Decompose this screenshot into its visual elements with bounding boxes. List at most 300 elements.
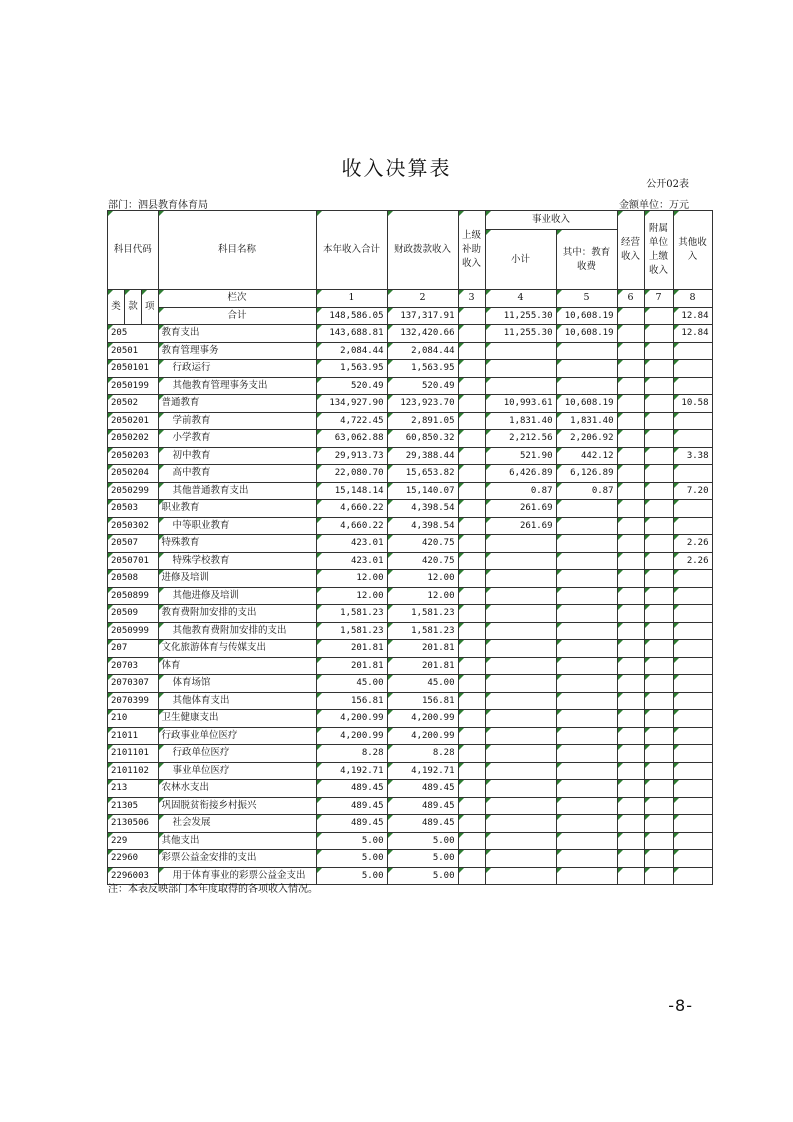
row-edu-fee: 442.12 bbox=[556, 447, 617, 465]
row-operating bbox=[617, 675, 644, 693]
table-row bbox=[108, 657, 713, 675]
row-edu-fee bbox=[556, 710, 617, 728]
row-name: 其他教育费附加安排的支出 bbox=[158, 622, 316, 640]
row-superior bbox=[458, 745, 485, 763]
col-num: 4 bbox=[485, 290, 556, 308]
row-other bbox=[673, 727, 712, 745]
row-total: 4,200.99 bbox=[316, 710, 387, 728]
row-name: 行政单位医疗 bbox=[158, 745, 316, 763]
header-subtotal: 小计 bbox=[485, 230, 556, 290]
row-code: 2050203 bbox=[108, 447, 159, 465]
row-edu-fee bbox=[556, 850, 617, 868]
page-title: 收入决算表 bbox=[341, 156, 452, 180]
row-affiliated bbox=[644, 710, 673, 728]
row-code: 205 bbox=[108, 325, 159, 343]
row-subtotal bbox=[485, 570, 556, 588]
row-fiscal: 132,420.66 bbox=[387, 325, 458, 343]
row-fiscal: 2,084.44 bbox=[387, 342, 458, 360]
row-affiliated bbox=[644, 850, 673, 868]
total-subtotal: 11,255.30 bbox=[485, 307, 556, 325]
row-affiliated bbox=[644, 342, 673, 360]
row-fiscal: 15,140.07 bbox=[387, 482, 458, 500]
row-superior bbox=[458, 797, 485, 815]
row-total: 4,200.99 bbox=[316, 727, 387, 745]
row-superior bbox=[458, 535, 485, 553]
row-total: 63,062.88 bbox=[316, 430, 387, 448]
row-name: 彩票公益金安排的支出 bbox=[158, 850, 316, 868]
row-fiscal: 4,200.99 bbox=[387, 710, 458, 728]
row-subtotal: 10,993.61 bbox=[485, 395, 556, 413]
row-name: 卫生健康支出 bbox=[158, 710, 316, 728]
row-fiscal: 8.28 bbox=[387, 745, 458, 763]
row-superior bbox=[458, 640, 485, 658]
row-name: 初中教育 bbox=[158, 447, 316, 465]
row-code: 2130506 bbox=[108, 815, 159, 833]
row-superior bbox=[458, 605, 485, 623]
row-operating bbox=[617, 780, 644, 798]
row-name: 其他支出 bbox=[158, 832, 316, 850]
row-total: 489.45 bbox=[316, 815, 387, 833]
form-code: 公开02表 bbox=[646, 179, 689, 190]
row-total: 2,084.44 bbox=[316, 342, 387, 360]
row-total: 156.81 bbox=[316, 692, 387, 710]
row-superior bbox=[458, 832, 485, 850]
row-fiscal: 12.00 bbox=[387, 570, 458, 588]
row-fiscal: 201.81 bbox=[387, 640, 458, 658]
row-operating bbox=[617, 692, 644, 710]
table-row bbox=[108, 465, 713, 483]
row-operating bbox=[617, 342, 644, 360]
row-subtotal: 2,212.56 bbox=[485, 430, 556, 448]
row-total: 134,927.90 bbox=[316, 395, 387, 413]
row-total: 489.45 bbox=[316, 780, 387, 798]
row-superior bbox=[458, 780, 485, 798]
row-edu-fee: 1,831.40 bbox=[556, 412, 617, 430]
row-edu-fee bbox=[556, 762, 617, 780]
col-num: 1 bbox=[316, 290, 387, 308]
row-operating bbox=[617, 552, 644, 570]
row-superior bbox=[458, 815, 485, 833]
row-code: 20501 bbox=[108, 342, 159, 360]
table-row bbox=[108, 447, 713, 465]
row-edu-fee bbox=[556, 867, 617, 885]
row-fiscal: 4,398.54 bbox=[387, 500, 458, 518]
row-operating bbox=[617, 395, 644, 413]
row-edu-fee: 0.87 bbox=[556, 482, 617, 500]
row-name: 教育管理事务 bbox=[158, 342, 316, 360]
row-superior bbox=[458, 587, 485, 605]
row-fiscal: 4,192.71 bbox=[387, 762, 458, 780]
row-other bbox=[673, 675, 712, 693]
row-total: 5.00 bbox=[316, 867, 387, 885]
income-table bbox=[107, 210, 713, 885]
row-superior bbox=[458, 762, 485, 780]
row-other bbox=[673, 430, 712, 448]
row-edu-fee bbox=[556, 552, 617, 570]
row-affiliated bbox=[644, 605, 673, 623]
row-affiliated bbox=[644, 430, 673, 448]
row-superior bbox=[458, 377, 485, 395]
row-subtotal bbox=[485, 797, 556, 815]
row-total: 8.28 bbox=[316, 745, 387, 763]
total-affiliated bbox=[644, 307, 673, 325]
row-code: 20509 bbox=[108, 605, 159, 623]
row-total: 15,148.14 bbox=[316, 482, 387, 500]
row-other bbox=[673, 710, 712, 728]
table-body bbox=[108, 325, 713, 885]
row-total: 4,192.71 bbox=[316, 762, 387, 780]
row-subtotal: 261.69 bbox=[485, 500, 556, 518]
row-other: 7.20 bbox=[673, 482, 712, 500]
table-row bbox=[108, 675, 713, 693]
row-total: 201.81 bbox=[316, 640, 387, 658]
row-affiliated bbox=[644, 395, 673, 413]
row-operating bbox=[617, 710, 644, 728]
row-total: 1,581.23 bbox=[316, 622, 387, 640]
row-subtotal bbox=[485, 552, 556, 570]
total-other: 12.84 bbox=[673, 307, 712, 325]
row-operating bbox=[617, 832, 644, 850]
row-superior bbox=[458, 570, 485, 588]
row-fiscal: 5.00 bbox=[387, 850, 458, 868]
row-superior bbox=[458, 447, 485, 465]
row-superior bbox=[458, 727, 485, 745]
row-superior bbox=[458, 710, 485, 728]
row-operating bbox=[617, 762, 644, 780]
row-operating bbox=[617, 535, 644, 553]
table-note: 注：本表反映部门本年度取得的各项收入情况。 bbox=[108, 884, 318, 895]
row-operating bbox=[617, 745, 644, 763]
row-subtotal: 11,255.30 bbox=[485, 325, 556, 343]
row-other bbox=[673, 657, 712, 675]
table-row bbox=[108, 342, 713, 360]
row-operating bbox=[617, 325, 644, 343]
row-fiscal: 420.75 bbox=[387, 535, 458, 553]
table-row bbox=[108, 692, 713, 710]
row-code: 22960 bbox=[108, 850, 159, 868]
row-name: 特殊教育 bbox=[158, 535, 316, 553]
row-subtotal bbox=[485, 360, 556, 378]
header-affiliated: 附属单位上缴收入 bbox=[644, 211, 673, 290]
row-name: 特殊学校教育 bbox=[158, 552, 316, 570]
row-name: 普通教育 bbox=[158, 395, 316, 413]
row-code: 2101102 bbox=[108, 762, 159, 780]
row-other: 2.26 bbox=[673, 535, 712, 553]
row-code: 2050199 bbox=[108, 377, 159, 395]
row-fiscal: 1,581.23 bbox=[387, 605, 458, 623]
row-superior bbox=[458, 657, 485, 675]
row-subtotal: 6,426.89 bbox=[485, 465, 556, 483]
row-superior bbox=[458, 552, 485, 570]
row-operating bbox=[617, 587, 644, 605]
row-affiliated bbox=[644, 867, 673, 885]
col-num: 3 bbox=[458, 290, 485, 308]
row-affiliated bbox=[644, 692, 673, 710]
row-code: 2050899 bbox=[108, 587, 159, 605]
row-operating bbox=[617, 640, 644, 658]
row-code: 2070399 bbox=[108, 692, 159, 710]
row-total: 29,913.73 bbox=[316, 447, 387, 465]
row-other bbox=[673, 465, 712, 483]
row-subtotal bbox=[485, 762, 556, 780]
table-row bbox=[108, 325, 713, 343]
row-affiliated bbox=[644, 465, 673, 483]
row-other: 12.84 bbox=[673, 325, 712, 343]
row-code: 2050302 bbox=[108, 517, 159, 535]
row-operating bbox=[617, 657, 644, 675]
row-fiscal: 5.00 bbox=[387, 832, 458, 850]
row-operating bbox=[617, 517, 644, 535]
row-operating bbox=[617, 570, 644, 588]
row-affiliated bbox=[644, 832, 673, 850]
header-operating: 经营收入 bbox=[617, 211, 644, 290]
row-operating bbox=[617, 412, 644, 430]
table-row bbox=[108, 570, 713, 588]
row-subtotal bbox=[485, 622, 556, 640]
row-code: 2050204 bbox=[108, 465, 159, 483]
row-code: 2050701 bbox=[108, 552, 159, 570]
row-affiliated bbox=[644, 517, 673, 535]
row-edu-fee: 10,608.19 bbox=[556, 325, 617, 343]
row-name: 行政运行 bbox=[158, 360, 316, 378]
row-edu-fee bbox=[556, 797, 617, 815]
row-edu-fee bbox=[556, 500, 617, 518]
row-fiscal: 4,398.54 bbox=[387, 517, 458, 535]
page-number: -8- bbox=[668, 996, 693, 1015]
row-superior bbox=[458, 622, 485, 640]
row-subtotal bbox=[485, 605, 556, 623]
row-operating bbox=[617, 797, 644, 815]
row-total: 45.00 bbox=[316, 675, 387, 693]
row-edu-fee: 2,206.92 bbox=[556, 430, 617, 448]
row-fiscal: 489.45 bbox=[387, 815, 458, 833]
row-superior bbox=[458, 395, 485, 413]
row-superior bbox=[458, 482, 485, 500]
row-subtotal bbox=[485, 850, 556, 868]
row-name: 教育费附加安排的支出 bbox=[158, 605, 316, 623]
row-name: 体育场馆 bbox=[158, 675, 316, 693]
row-edu-fee bbox=[556, 570, 617, 588]
row-name: 进修及培训 bbox=[158, 570, 316, 588]
row-operating bbox=[617, 867, 644, 885]
row-operating bbox=[617, 360, 644, 378]
row-superior bbox=[458, 675, 485, 693]
row-subtotal bbox=[485, 657, 556, 675]
col-num: 7 bbox=[644, 290, 673, 308]
row-total: 1,563.95 bbox=[316, 360, 387, 378]
row-code: 207 bbox=[108, 640, 159, 658]
row-fiscal: 489.45 bbox=[387, 797, 458, 815]
row-code: 213 bbox=[108, 780, 159, 798]
row-name: 其他教育管理事务支出 bbox=[158, 377, 316, 395]
row-fiscal: 156.81 bbox=[387, 692, 458, 710]
row-code: 20703 bbox=[108, 657, 159, 675]
row-other: 3.38 bbox=[673, 447, 712, 465]
row-superior bbox=[458, 465, 485, 483]
table-row bbox=[108, 605, 713, 623]
row-edu-fee bbox=[556, 622, 617, 640]
row-subtotal bbox=[485, 535, 556, 553]
row-edu-fee bbox=[556, 377, 617, 395]
row-fiscal: 45.00 bbox=[387, 675, 458, 693]
col-num: 6 bbox=[617, 290, 644, 308]
row-total: 4,722.45 bbox=[316, 412, 387, 430]
header-kuan: 款 bbox=[125, 290, 142, 325]
row-edu-fee bbox=[556, 587, 617, 605]
row-fiscal: 420.75 bbox=[387, 552, 458, 570]
table-row bbox=[108, 360, 713, 378]
row-other bbox=[673, 377, 712, 395]
row-code: 2050299 bbox=[108, 482, 159, 500]
row-other bbox=[673, 692, 712, 710]
row-other bbox=[673, 640, 712, 658]
row-affiliated bbox=[644, 762, 673, 780]
row-operating bbox=[617, 850, 644, 868]
row-edu-fee bbox=[556, 780, 617, 798]
row-name: 农林水支出 bbox=[158, 780, 316, 798]
row-other bbox=[673, 622, 712, 640]
table-row bbox=[108, 762, 713, 780]
table-row bbox=[108, 832, 713, 850]
total-fiscal: 137,317.91 bbox=[387, 307, 458, 325]
row-fiscal: 123,923.70 bbox=[387, 395, 458, 413]
row-name: 行政事业单位医疗 bbox=[158, 727, 316, 745]
row-other bbox=[673, 500, 712, 518]
row-fiscal: 15,653.82 bbox=[387, 465, 458, 483]
header-fiscal: 财政拨款收入 bbox=[387, 211, 458, 290]
row-subtotal bbox=[485, 867, 556, 885]
row-other bbox=[673, 745, 712, 763]
total-edu-fee: 10,608.19 bbox=[556, 307, 617, 325]
row-superior bbox=[458, 692, 485, 710]
row-code: 21305 bbox=[108, 797, 159, 815]
total-total: 148,586.05 bbox=[316, 307, 387, 325]
row-total: 4,660.22 bbox=[316, 517, 387, 535]
row-name: 其他体育支出 bbox=[158, 692, 316, 710]
row-code: 2070307 bbox=[108, 675, 159, 693]
row-name: 用于体育事业的彩票公益金支出 bbox=[158, 867, 316, 885]
col-num: 8 bbox=[673, 290, 712, 308]
row-code: 20507 bbox=[108, 535, 159, 553]
row-other bbox=[673, 605, 712, 623]
row-operating bbox=[617, 605, 644, 623]
row-fiscal: 489.45 bbox=[387, 780, 458, 798]
row-other bbox=[673, 342, 712, 360]
row-subtotal bbox=[485, 745, 556, 763]
header-name: 科目名称 bbox=[158, 211, 316, 290]
row-subtotal bbox=[485, 780, 556, 798]
row-edu-fee bbox=[556, 675, 617, 693]
row-other bbox=[673, 832, 712, 850]
row-fiscal: 520.49 bbox=[387, 377, 458, 395]
row-total: 423.01 bbox=[316, 552, 387, 570]
row-affiliated bbox=[644, 657, 673, 675]
row-affiliated bbox=[644, 500, 673, 518]
table-row bbox=[108, 482, 713, 500]
table-row bbox=[108, 552, 713, 570]
total-operating bbox=[617, 307, 644, 325]
table-row bbox=[108, 377, 713, 395]
row-total: 201.81 bbox=[316, 657, 387, 675]
table-row bbox=[108, 500, 713, 518]
row-subtotal bbox=[485, 587, 556, 605]
table-row bbox=[108, 587, 713, 605]
row-affiliated bbox=[644, 412, 673, 430]
row-total: 12.00 bbox=[316, 570, 387, 588]
header-business: 事业收入 bbox=[485, 211, 617, 230]
row-operating bbox=[617, 377, 644, 395]
row-fiscal: 1,581.23 bbox=[387, 622, 458, 640]
table-row bbox=[108, 797, 713, 815]
row-affiliated bbox=[644, 552, 673, 570]
row-other bbox=[673, 412, 712, 430]
row-operating bbox=[617, 815, 644, 833]
row-code: 20508 bbox=[108, 570, 159, 588]
row-edu-fee bbox=[556, 360, 617, 378]
row-affiliated bbox=[644, 447, 673, 465]
table-row bbox=[108, 622, 713, 640]
header-xiang: 项 bbox=[142, 290, 159, 325]
row-name: 文化旅游体育与传媒支出 bbox=[158, 640, 316, 658]
row-affiliated bbox=[644, 377, 673, 395]
row-subtotal bbox=[485, 342, 556, 360]
row-affiliated bbox=[644, 745, 673, 763]
row-subtotal bbox=[485, 832, 556, 850]
row-other bbox=[673, 360, 712, 378]
table-row bbox=[108, 745, 713, 763]
row-operating bbox=[617, 430, 644, 448]
row-code: 2101101 bbox=[108, 745, 159, 763]
table-row bbox=[108, 640, 713, 658]
total-label: 合计 bbox=[158, 307, 316, 325]
row-fiscal: 5.00 bbox=[387, 867, 458, 885]
row-edu-fee bbox=[556, 605, 617, 623]
row-code: 2050201 bbox=[108, 412, 159, 430]
table-row bbox=[108, 517, 713, 535]
row-superior bbox=[458, 360, 485, 378]
row-subtotal bbox=[485, 640, 556, 658]
row-affiliated bbox=[644, 727, 673, 745]
table-row bbox=[108, 727, 713, 745]
row-edu-fee bbox=[556, 535, 617, 553]
row-edu-fee bbox=[556, 692, 617, 710]
row-affiliated bbox=[644, 780, 673, 798]
row-edu-fee bbox=[556, 640, 617, 658]
row-code: 2050999 bbox=[108, 622, 159, 640]
row-superior bbox=[458, 430, 485, 448]
row-fiscal: 1,563.95 bbox=[387, 360, 458, 378]
row-edu-fee: 6,126.89 bbox=[556, 465, 617, 483]
row-superior bbox=[458, 342, 485, 360]
row-total: 423.01 bbox=[316, 535, 387, 553]
row-edu-fee: 10,608.19 bbox=[556, 395, 617, 413]
header-other: 其他收入 bbox=[673, 211, 712, 290]
row-code: 210 bbox=[108, 710, 159, 728]
row-other: 10.58 bbox=[673, 395, 712, 413]
row-affiliated bbox=[644, 640, 673, 658]
table-row bbox=[108, 430, 713, 448]
row-name: 教育支出 bbox=[158, 325, 316, 343]
row-name: 中等职业教育 bbox=[158, 517, 316, 535]
row-edu-fee bbox=[556, 815, 617, 833]
row-other bbox=[673, 570, 712, 588]
row-other bbox=[673, 762, 712, 780]
row-edu-fee bbox=[556, 517, 617, 535]
row-code: 2296003 bbox=[108, 867, 159, 885]
row-affiliated bbox=[644, 482, 673, 500]
header-lineno: 栏次 bbox=[158, 290, 316, 308]
row-name: 其他普通教育支出 bbox=[158, 482, 316, 500]
